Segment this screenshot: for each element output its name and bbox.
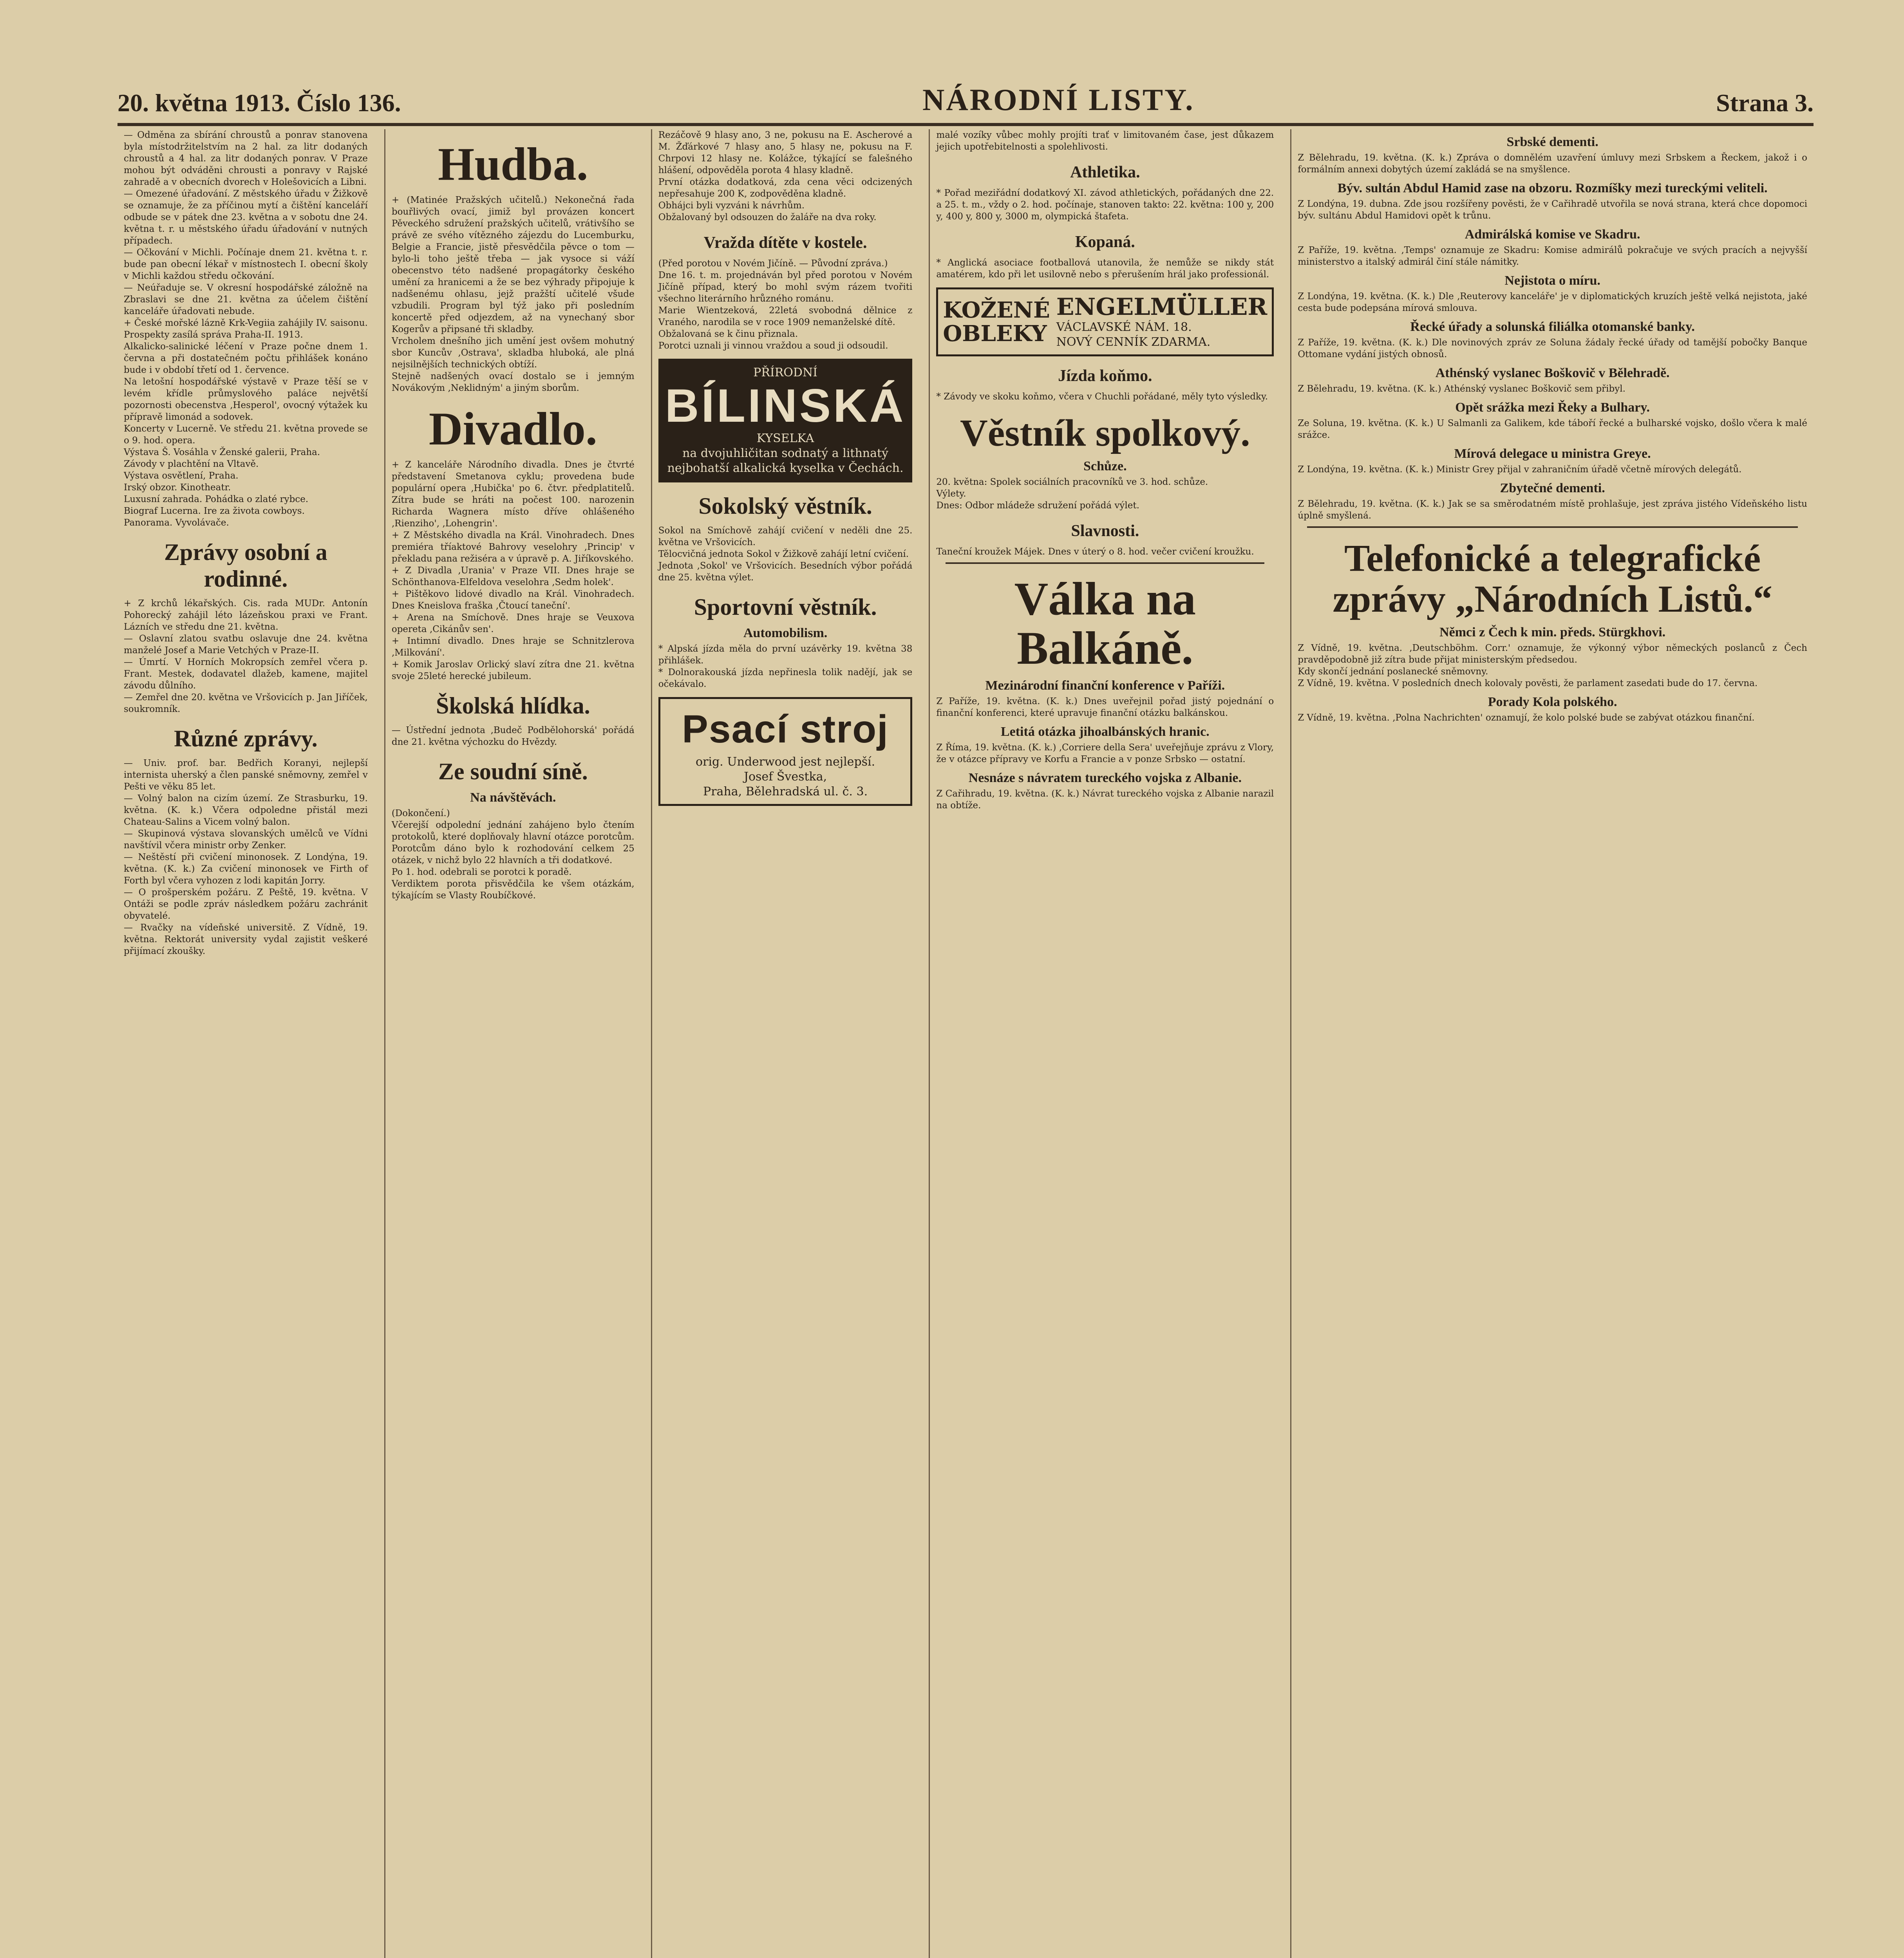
article-subheading: Nejistota o míru. — [1504, 273, 1600, 288]
section-heading: Ze soudní síně. — [438, 759, 588, 784]
article-text: Z Bělehradu, 19. května. (K. k.) Athénský vyslanec Boškovič sem přibyl. — [1298, 384, 1626, 394]
ad-bottom-text: na dvojuhličitan sodnatý a lithnatý nejbohatší alkalická kyselka v Čechách. — [667, 446, 904, 475]
columns — [118, 129, 1814, 1958]
article-text: (Před porotou v Novém Jičíně. — Původní zpráva.) Dne 16. t. m. projednáván byl před porotou v Novém Jičíně případ, který bo mohl svým rázem tvořiti všechno literárního hrůzného románu. Marie Wientzeková, 22letá svobodná dělnice z Vraného, narodila se v roce 1909 nemanželské dítě. Obžalovaná se k činu přiznala. Porotci uznali ji vinnou vraždou a soud ji odsoudil. — [658, 258, 913, 351]
ad-line: Praha, Bělehradská ul. č. 3. — [703, 785, 868, 798]
article-text: Rezáčově 9 hlasy ano, 3 ne, pokusu na E. Ascherové a M. Žďárkové 7 hlasy ano, 5 hlasy ne, pokusu na F. Chrpovi 12 hlasy ne. Kolážce, týkající se falešného hlášení, odpověděla porota 4 hlasy kladně. První otázka dodatková, zda cena věci odcizených nepřesahuje 200 K, zodpověděna kladně. Obhájci byli vyzváni k návrhům. Obžalovaný byl odsouzen do žaláře na dva roky. — [658, 130, 913, 222]
paper-title: NÁRODNÍ LISTY. — [922, 83, 1195, 117]
ad-line: Josef Švestka, — [743, 770, 827, 784]
section-heading: Různé zprávy. — [174, 726, 318, 751]
ad-top-text: PŘÍRODNÍ — [753, 366, 818, 379]
article-text: Sokol na Smíchově zahájí cvičení v neděli dne 25. května ve Vršovicích. Tělocvičná jednota Sokol v Žižkově zahájí letní cvičení. Jednota ‚Sokol' ve Vršovicích. Besedních výbor pořádá dne 25. května výlet. — [658, 526, 913, 583]
masthead — [118, 74, 1814, 126]
article-text: Z Paříže, 19. května. (K. k.) Dnes uveřejnil pořad jistý pojednání o finanční konferenci, které upravuje finanční otázku balkánskou. — [936, 696, 1277, 718]
section-heading: Válka na Balkáně. — [1014, 573, 1196, 674]
section-heading: Kopaná. — [1075, 233, 1135, 251]
column-4 — [929, 129, 1280, 1958]
article-subheading: Zbytečné dementi. — [1500, 481, 1605, 495]
article-text: + Z krchů lékařských. Cis. rada MUDr. Antonín Pohorecký zahájil léto lázeňskou praxi ve Frant. Lázních ve středu dne 21. května. — Oslavní zlatou svatbu oslavuje dne 24. května manželé Josef a Marie Vetchých v Praze-II. — Úmrtí. V Horních Mokropsích zemřel včera p. Frant. Mestek, dodavatel dlažeb, kamene, majitel závodu důlního. — Zemřel dne 20. května ve Vršovicích p. Jan Jiříček, soukromník. — [124, 598, 368, 714]
ad-subtext: NOVÝ CENNÍK ZDARMA. — [1056, 335, 1211, 349]
article-text: 20. května: Spolek sociálních pracovníků ve 3. hod. schůze. Výlety. Dnes: Odbor mládeže sdružení pořádá výlet. — [936, 477, 1208, 511]
engelmuller-advertisement — [936, 287, 1274, 356]
column-5 — [1290, 129, 1814, 1958]
article-text: (Dokončení.) Včerejší odpolední jednání zahájeno bylo čtením protokolů, které doplňovaly hlavní otázce porotcům. Porotcům dáno bylo k rozhodování celkem 25 otázek, v nichž bylo 22 hlavních a tři dodatkové. Po 1. hod. odebrali se porotci k poradě. Verdiktem porota přisvědčila ke všem otázkám, týkajícím se Vlasty Roubíčkové. — [391, 808, 635, 901]
article-text: * Anglická asociace footballová utanovila, že nemůže se nikdy stát amatérem, kdo při let usilovně nebo s přerušením hrál jako professionál. — [936, 258, 1277, 280]
article-subheading: Na návštěvách. — [470, 790, 556, 805]
typewriter-advertisement — [658, 697, 913, 806]
article-text: * Závody ve skoku koňmo, včera v Chuchli pořádané, měly tyto výsledky. — [936, 392, 1268, 402]
article-text: Z Bělehradu, 19. května. (K. k.) Jak se sa směrodatném místě prohlašuje, jest zpráva jistého Vídeňského listu úplně smyšlená. — [1298, 499, 1810, 521]
ad-line: orig. Underwood jest nejlepší. — [695, 755, 875, 769]
article-subheading: Mírová delegace u ministra Greye. — [1454, 446, 1651, 461]
ad-address: VÁCLAVSKÉ NÁM. 18. — [1056, 320, 1192, 334]
section-heading: Slavnosti. — [1071, 522, 1139, 540]
divider — [946, 562, 1264, 564]
article-subheading: Němci z Čech k min. předs. Stürgkhovi. — [1439, 625, 1666, 639]
divider — [1307, 526, 1798, 528]
article-subheading: Admirálská komise ve Skadru. — [1465, 227, 1640, 242]
article-text: Z Cařihradu, 19. května. (K. k.) Návrat tureckého vojska z Albanie narazil na obtíže. — [936, 789, 1277, 811]
column-3 — [651, 129, 919, 1958]
article-text: Z Bělehradu, 19. května. (K. k.) Zpráva o domnělém uzavření úmluvy mezi Srbskem a Řeckem, jakož i o formálním annexi dobytých území zakládá se na smyšlence. — [1298, 153, 1810, 175]
article-text: Taneční kroužek Májek. Dnes v úterý o 8. hod. večer cvičení kroužku. — [936, 547, 1254, 557]
article-subheading: Řecké úřady a solunská filiálka otomanské banky. — [1410, 320, 1695, 334]
section-heading: Hudba. — [438, 138, 588, 190]
section-heading: Divadlo. — [429, 403, 597, 455]
ad-brand: BÍLINSKÁ — [665, 379, 906, 432]
section-heading: Jízda koňmo. — [1058, 367, 1152, 385]
article-text: Z Vídně, 19. května. ‚Deutschböhm. Corr.' oznamuje, že výkonný výbor německých poslanců z Čech pravděpodobně již zítra bude přijat ministerským předsedou. Kdy skončí jednání poslanecké sněmovny. Z Vídně, 19. května. V posledních dnech kolovaly pověsti, že parlament zasedati bude do 17. června. — [1298, 643, 1807, 688]
article-subheading: Mezinárodní finanční konference v Paříži. — [985, 678, 1225, 693]
section-heading: Školská hlídka. — [436, 693, 590, 719]
article-text: Z Paříže, 19. května. ‚Temps' oznamuje ze Skadru: Komise admirálů pokračuje ve svých pracích a nejvyšší ministerstvo a italský admirál činí stále námitky. — [1298, 245, 1810, 267]
section-heading: Věstník spolkový. — [960, 412, 1250, 454]
article-subheading: Porady Kola polského. — [1488, 695, 1617, 709]
ad-brand: ENGELMÜLLER — [1056, 293, 1268, 321]
article-text: * Alpská jízda měla do první uzávěrky 19. května 38 přihlášek. * Dolnorakouská jízda nepřinesla tolik nadějí, jak se očekávalo. — [658, 644, 913, 689]
column-1 — [118, 129, 374, 1958]
article-text: — Univ. prof. bar. Bedřich Koranyi, nejlepší internista uherský a člen panské sněmovny, zemřel v Pešti ve věku 85 let. — Volný balon na cizím území. Ze Strasburku, 19. května. (K. k.) Včera odpoledne přistál mezi Chateau-Salins a Vicem volný balon. — Skupinová výstava slovanských umělců ve Vídni navštívil včera ministr orby Zenker. — Neštěstí při cvičení minonosek. Z Londýna, 19. května. (K. k.) Za cvičení minonosek ve Firth of Forth byl včera vyhozen z lodi kapitán Jorry. — O prošperském požáru. Z Peště, 19. května. V Ontáži se podle zpráv následkem požáru zachránit obyvatelé. — Rvačky na vídeňské universitě. Z Vídně, 19. května. Rektorát university vydal zajistit veškeré přijímací zkoušky. — [124, 758, 368, 956]
article-text: Z Říma, 19. května. (K. k.) ‚Corriere della Sera' uveřejňuje zprávu z Vlory, že v otázce přípravy ve Korfu a Francie a v ponze Srbsko — ostatní. — [936, 742, 1277, 764]
article-text: + Z kanceláře Národního divadla. Dnes je čtvrté představení Smetanova cyklu; provedena bude populární opera ‚Hubička' po 6. čtvr. předplatitelů. Zítra bude se hráti na počest 100. narozenin Richarda Wagnera místo dříve ohlášeného ‚Rienziho', ‚Lohengrin'. + Z Městského divadla na Král. Vinohradech. Dnes premiéra tříaktové Bahrovy veselohry ‚Princip' v překladu pana režiséra a v úpravě p. A. Jiříkovského. + Z Divadla ‚Urania' v Praze VII. Dnes hraje se Schönthanova-Elfeldova veselohra ‚Sedm holek'. + Pištěkovo lidové divadlo na Král. Vinohradech. Dnes Kneislova fraška ‚Čtoucí taneční'. + Arena na Smíchově. Dnes hraje se Veuxova opereta ‚Cikánův sen'. + Intimní divadlo. Dnes hraje se Schnitzlerova ‚Milkování'. + Komik Jaroslav Orlický slaví zítra dne 21. května svoje 25leté herecké jubileum. — [391, 460, 635, 681]
section-heading: Zprávy osobní a rodinné. — [164, 539, 327, 592]
article-text: Z Vídně, 19. května. ‚Polna Nachrichten' oznamují, že kolo polské bude se zabývat otázkou finanční. — [1298, 713, 1755, 723]
ad-mid-text: KYSELKA — [756, 432, 814, 445]
section-heading: Telefonické a telegrafické zprávy „Národních Listů.“ — [1333, 537, 1772, 620]
article-text: Z Londýna, 19. května. (K. k.) Dle ‚Reuterovy kanceláře' je v diplomatických kruzích ještě velká nejistota, jaké cesta bude podepsána mírová smlouva. — [1298, 291, 1810, 313]
article-text: — Ústřední jednota ‚Budeč Podbělohorská' pořádá dne 21. května výchozku do Hvězdy. — [391, 725, 638, 747]
bilinska-advertisement — [658, 359, 913, 482]
section-heading: Athletika. — [1070, 163, 1140, 181]
article-subheading: Schůze. — [1083, 459, 1127, 473]
article-subheading: Býv. sultán Abdul Hamid zase na obzoru. Rozmíšky mezi tureckými veliteli. — [1337, 181, 1768, 195]
ad-product: KOŽENÉ OBLEKY — [943, 297, 1050, 347]
article-text: — Odměna za sbírání chroustů a ponrav stanovena byla místodržitelstvím na 2 hal. za litr dodaných chroustů a 4 hal. za litr dodaných ponrav. V Praze mohou být odváděni chrousti a ponravy v Rajské zahradě a v obecních dvorech v Holešovicích a Libni. — Omezené úřadování. Z městského úřadu v Žižkově se oznamuje, že za příčinou mytí a čištění kanceláří odbude se v pátek dne 23. května a v sobotu dne 24. května t. r. u městského úřadu úřadování v nutných případech. — Očkování v Michli. Počínaje dnem 21. května t. r. bude pan obecní lékař v místnostech I. obecní školy v Michli každou středu očkování. — Neúřaduje se. V okresní hospodářské záložně na Zbraslavi se dne 21. května za účelem čištění kanceláře úřadovati nebude. + České mořské lázně Krk-Vegiia zahájily IV. saisonu. Prospekty zasílá správa Praha-II. 1913. Alkalicko-salinické léčení v Praze počne dnem 1. června a při dostatečném počtu přihlášek konáno bude i v období třetí od 1. července. Na letošní hospodářské výstavě v Praze těší se v levém křídle průmyslového paláce největší pozornosti obecenstva ‚Hesperol', ovocný výtažek ku přípravě limonád a sodovek. Koncerty v Lucerně. Ve středu 21. května provede se o 9. hod. opera. Výstava Š. Vosáhla v Ženské galerii, Praha. Závody v plachtění na Vltavě. Výstava osvětlení, Praha. Irský obzor. Kinotheatr. Luxusní zahrada. Pohádka o zlaté rybce. Biograf Lucerna. Ire za života cowboys. Panorama. Vyvolávače. — [124, 130, 368, 528]
section-heading: Sokolský věstník. — [698, 493, 872, 519]
article-subheading: Nesnáze s návratem tureckého vojska z Albanie. — [968, 771, 1242, 785]
article-subheading: Opět srážka mezi Řeky a Bulhary. — [1455, 400, 1650, 415]
article-subheading: Automobilism. — [743, 626, 828, 640]
column-2 — [384, 129, 641, 1958]
article-text: Ze Soluna, 19. května. (K. k.) U Salmanli za Galikem, kde táboří řecké a bulharské vojsko, došlo včera k malé srážce. — [1298, 418, 1810, 440]
article-subheading: Srbské dementi. — [1506, 135, 1598, 149]
section-heading: Vražda dítěte v kostele. — [703, 234, 867, 252]
article-text: Z Londýna, 19. května. (K. k.) Ministr Grey přijal v zahraničním úřadě včetně mírových delegátů. — [1298, 464, 1742, 475]
article-text: Z Londýna, 19. dubna. Zde jsou rozšířeny pověsti, že v Cařihradě utvořila se nová strana, která chce dopomoci býv. sultánu Abdul Hamidovi opět k trůnu. — [1298, 199, 1810, 221]
issue-date: 20. května 1913. Číslo 136. — [118, 89, 401, 117]
article-subheading: Athénský vyslanec Boškovič v Bělehradě. — [1435, 366, 1670, 380]
ad-brand: Psací stroj — [682, 707, 889, 751]
article-text: * Pořad meziřádní dodatkový XI. závod athletických, pořádaných dne 22. a 25. t. m., vždy o 2. hod. počínaje, stanoven takto: 22. května: 100 y, 200 y, 400 y, 800 y, 3000 m, olympická štafeta. — [936, 188, 1277, 222]
article-subheading: Letitá otázka jihoalbánských hranic. — [1000, 724, 1210, 739]
article-text: malé vozíky vůbec mohly projíti trať v limitovaném čase, jest důkazem jejich upotřebitelnosti a spolehlivosti. — [936, 130, 1277, 152]
article-text: + (Matinée Pražských učitelů.) Nekonečná řada bouřlivých ovací, jimiž byl provázen koncert Pěveckého sdružení pražských učitelů, vrátivšího se právě ze svého vítězného zájezdu do Lucemburku, Belgie a Francie, jistě přesvědčila pěvce o tom — bylo-li toho ještě třeba — jak vysoce si váží obecenstvo této nadšené propagátorky českého umění za hranicemi a že se bez výhrady připojuje k nadšenému ohlasu, jejž pražští učitelé všude vzbudili. Program byl týž jako při posledním koncertě před odjezdem, až na vynechaný sbor Kogerův a připsané tři skladby. Vrcholem dnešního jich umění jest ovšem mohutný sbor Kuncův ‚Ostrava', skladba hluboká, ale plná nejsilnějších technických obtíží. Stejně nadšených ovací dostalo se i jemným Novákovým ‚Neklidným' a jiným sborům. — [391, 195, 635, 393]
section-heading: Sportovní věstník. — [694, 594, 877, 620]
page-number: Strana 3. — [1716, 89, 1814, 117]
article-text: Z Paříže, 19. května. (K. k.) Dle novinových zpráv ze Soluna žádaly řecké úřady od tamější pobočky Banque Ottomane vydání jistých obnosů. — [1298, 338, 1810, 359]
